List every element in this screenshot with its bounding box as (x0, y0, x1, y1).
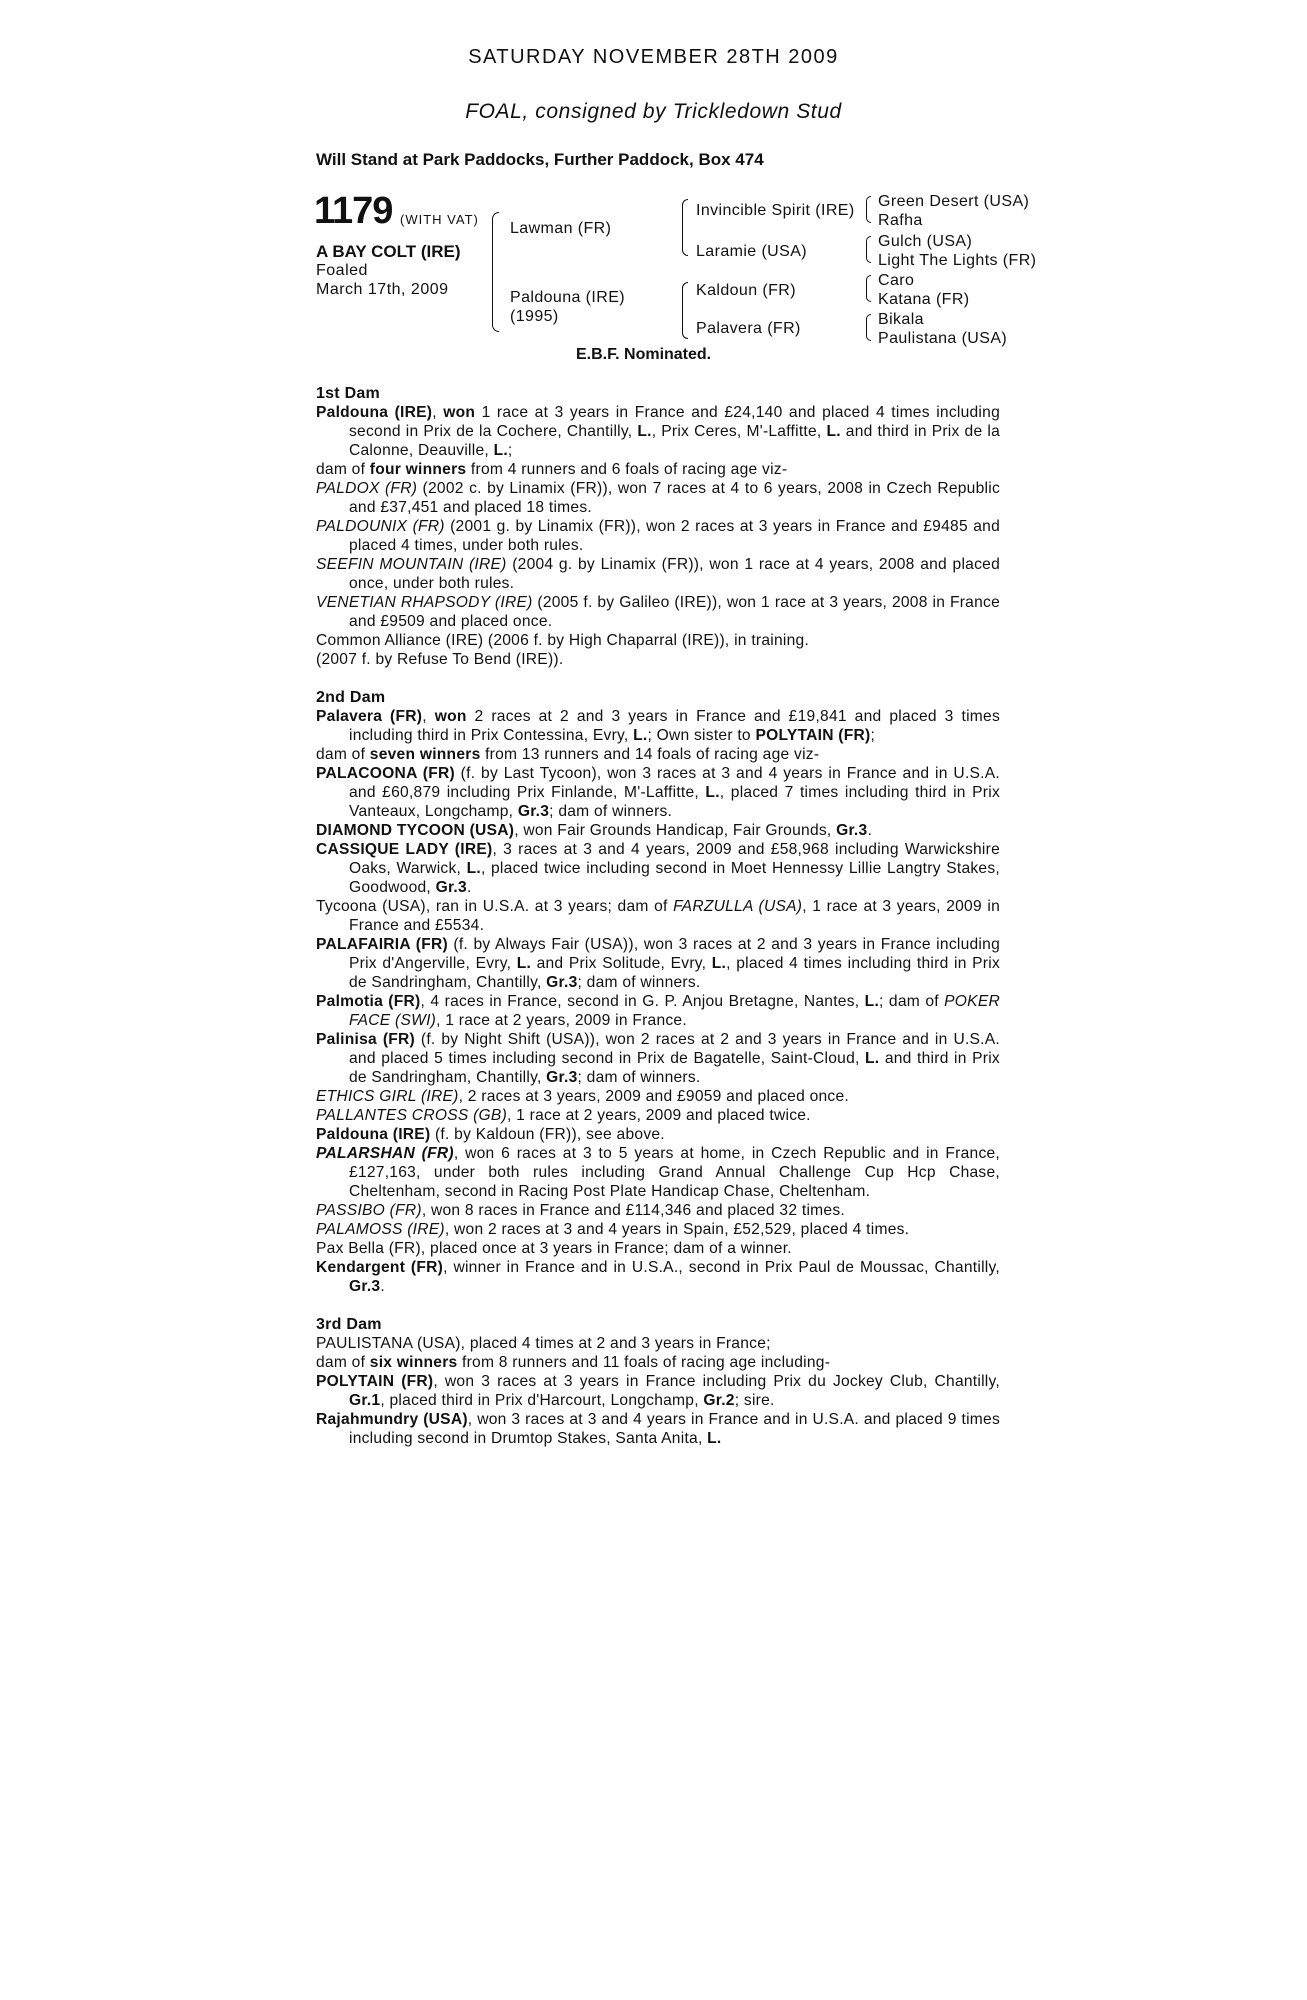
first-dam-heading: 1st Dam (316, 385, 380, 402)
pedigree-bracket (866, 275, 871, 302)
pedigree-g2: Rafha (878, 212, 923, 229)
produce-entry: POLYTAIN (FR), won 3 races at 3 years in France including Prix du Jockey Club, Chantilly, Gr.1, placed third in Prix d'Harcourt, Longchamp, Gr.2; sire. (316, 1373, 1000, 1409)
lot-title: A BAY COLT (IRE) (316, 242, 461, 261)
grand-produce-entry: Tycoona (USA), ran in U.S.A. at 3 years; dam of FARZULLA (USA), 1 race at 3 years, 2009 in France and £5534. (316, 898, 1001, 934)
pedigree-bracket (492, 212, 499, 332)
third-dam-heading: 3rd Dam (316, 1316, 382, 1333)
ebf-nominated: E.B.F. Nominated. (576, 346, 712, 363)
produce-entry: Palinisa (FR) (f. by Night Shift (USA)), won 2 races at 2 and 3 years in France and in U.S.A. and placed 5 times including second in Prix de Bagatelle, Saint-Cloud, L. and third in Prix de Sandringham, Chantilly, Gr.3; dam of winners. (316, 1031, 1000, 1086)
pedigree-g3: Gulch (USA) (878, 233, 973, 250)
vat-note: (WITH VAT) (400, 212, 479, 227)
pedigree-bracket (682, 282, 688, 339)
second-dam-produce-summary: dam of seven winners from 13 runners and 14 foals of racing age viz- (316, 746, 820, 763)
consignment-line: FOAL, consigned by Trickledown Stud (465, 100, 842, 123)
lot-number: 1179 (314, 190, 393, 232)
pedigree-bracket (682, 199, 688, 256)
grand-produce-entry: Kendargent (FR), winner in France and in U.S.A., second in Prix Paul de Moussac, Chantilly, Gr.3. (316, 1259, 1000, 1295)
pedigree-dam: Paldouna (IRE) (510, 289, 625, 306)
sale-date: SATURDAY NOVEMBER 28TH 2009 (468, 46, 839, 68)
third-dam-entry: PAULISTANA (USA), placed 4 times at 2 and 3 years in France; (316, 1335, 771, 1352)
pedigree-g8: Paulistana (USA) (878, 330, 1008, 347)
produce-entry: PALACOONA (FR) (f. by Last Tycoon), won 3 races at 3 and 4 years in France and in U.S.A. and £60,879 including Prix Finlande, M'-Laffitte, L., placed 7 times including third in Prix Vanteaux, Longchamp, Gr.3; dam of winners. (316, 765, 1000, 820)
pedigree-g7: Bikala (878, 311, 924, 328)
produce-entry: SEEFIN MOUNTAIN (IRE) (2004 g. by Linamix (FR)), won 1 race at 4 years, 2008 and placed once, under both rules. (316, 556, 1000, 592)
pedigree-g5: Caro (878, 272, 915, 289)
produce-entry: PASSIBO (FR), won 8 races in France and £114,346 and placed 32 times. (316, 1202, 845, 1219)
pedigree-dam-sire: Kaldoun (FR) (696, 282, 796, 299)
produce-entry: VENETIAN RHAPSODY (IRE) (2005 f. by Galileo (IRE)), won 1 race at 3 years, 2008 in France and £9509 and placed once. (316, 594, 1000, 630)
grand-produce-entry: DIAMOND TYCOON (USA), won Fair Grounds Handicap, Fair Grounds, Gr.3. (316, 822, 873, 839)
produce-entry: PALARSHAN (FR), won 6 races at 3 to 5 years at home, in Czech Republic and in France, £127,163, under both rules including Grand Annual Challenge Cup Hcp Chase, Cheltenham, second in Racing Post Plate Handicap Chase, Cheltenham. (316, 1145, 1000, 1200)
grand-produce-entry: PALLANTES CROSS (GB), 1 race at 2 years, 2009 and placed twice. (316, 1107, 811, 1124)
first-dam-produce-summary: dam of four winners from 4 runners and 6 foals of racing age viz- (316, 461, 788, 478)
pedigree-sire-dam: Laramie (USA) (696, 243, 808, 260)
pedigree-bracket (866, 314, 871, 341)
pedigree-sire-sire: Invincible Spirit (IRE) (696, 202, 855, 219)
produce-entry: PALAMOSS (IRE), won 2 races at 3 and 4 years in Spain, £52,529, placed 4 times. (316, 1221, 910, 1238)
pedigree-notes (316, 384, 1000, 1448)
produce-entry: Paldouna (IRE) (f. by Kaldoun (FR)), see above. (316, 1126, 665, 1143)
second-dam-heading: 2nd Dam (316, 689, 386, 706)
grand-produce-entry: ETHICS GIRL (IRE), 2 races at 3 years, 2009 and £9059 and placed once. (316, 1088, 849, 1105)
produce-entry: PALAFAIRIA (FR) (f. by Always Fair (USA)), won 3 races at 2 and 3 years in France including Prix d'Angerville, Evry, L. and Prix Solitude, Evry, L., placed 4 times including third in Prix de Sandringham, Chantilly, Gr.3; dam of winners. (316, 936, 1001, 991)
stand-location: Will Stand at Park Paddocks, Further Paddock, Box 474 (316, 150, 764, 169)
grand-produce-entry: Palmotia (FR), 4 races in France, second in G. P. Anjou Bretagne, Nantes, L.; dam of POKER FACE (SWI), 1 race at 2 years, 2009 in France. (316, 993, 1000, 1029)
produce-entry: Rajahmundry (USA), won 3 races at 3 and 4 years in France and in U.S.A. and placed 9 times including second in Drumtop Stakes, Santa Anita, L. (316, 1411, 1000, 1447)
third-dam-produce-summary: dam of six winners from 8 runners and 11 foals of racing age including- (316, 1354, 831, 1371)
pedigree-dam-dam: Palavera (FR) (696, 320, 801, 337)
foaled-label: Foaled (316, 262, 368, 279)
produce-entry: PALDOX (FR) (2002 c. by Linamix (FR)), won 7 races at 4 to 6 years, 2008 in Czech Republic and £37,451 and placed 18 times. (316, 480, 1000, 516)
pedigree-bracket (866, 196, 871, 223)
pedigree-sire: Lawman (FR) (510, 220, 612, 237)
second-dam-entry: Palavera (FR), won 2 races at 2 and 3 years in France and £19,841 and placed 3 times including third in Prix Contessina, Evry, L.; Own sister to POLYTAIN (FR); (316, 708, 1001, 744)
pedigree-g6: Katana (FR) (878, 291, 970, 308)
first-dam-entry: Paldouna (IRE), won 1 race at 3 years in France and £24,140 and placed 4 times including second in Prix de la Cochere, Chantilly, L., Prix Ceres, M'-Laffitte, L. and third in Prix de la Calonne, Deauville, L.; (316, 404, 1000, 459)
pedigree-dam-year: (1995) (510, 308, 559, 325)
produce-entry: (2007 f. by Refuse To Bend (IRE)). (316, 651, 564, 668)
grand-produce-entry: CASSIQUE LADY (IRE), 3 races at 3 and 4 years, 2009 and £58,968 including Warwickshire Oaks, Warwick, L., placed twice including second in Moet Hennessy Lillie Langtry Stakes, Goodwood, Gr.3. (316, 841, 1000, 896)
foaled-date: March 17th, 2009 (316, 281, 449, 298)
pedigree-bracket (866, 236, 871, 263)
produce-entry: Common Alliance (IRE) (2006 f. by High Chaparral (IRE)), in training. (316, 632, 810, 649)
pedigree-g4: Light The Lights (FR) (878, 252, 1037, 269)
produce-entry: PALDOUNIX (FR) (2001 g. by Linamix (FR)), won 2 races at 3 years in France and £9485 and placed 4 times, under both rules. (316, 518, 1000, 554)
produce-entry: Pax Bella (FR), placed once at 3 years in France; dam of a winner. (316, 1240, 792, 1257)
pedigree-g1: Green Desert (USA) (878, 193, 1030, 210)
